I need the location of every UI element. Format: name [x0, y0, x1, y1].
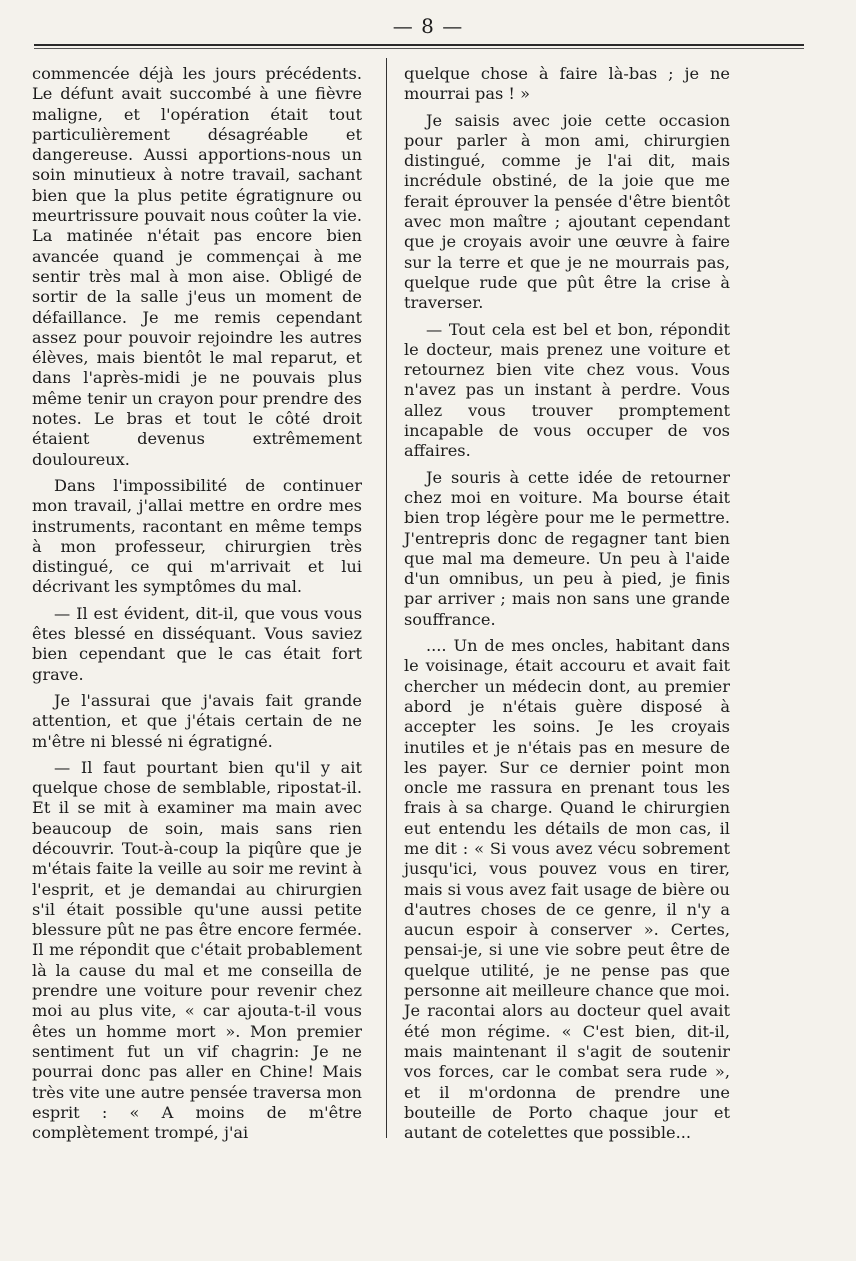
paragraph: .... Un de mes oncles, habitant dans le voisinage, était accouru et avait fait chercher un médecin dont, au premier abord je n'étais guère disposé à accepter les soins. Je les croyais inutiles et je n'étais pas en mesure de les payer. Sur ce dernier point mon oncle me rassura en prenant tous les frais à sa charge. Quand le chirurgien eut entendu les détails de mon cas, il me dit : « Si vous avez vécu sobrement jusqu'ici, vous pouvez vous en tirer, mais si vous avez fait usage de bière ou d'autres choses de ce genre, il n'y a aucun espoir à conserver ». Certes, pensai-je, si une vie sobre peut être de quelque utilité, je ne pense pas que personne ait meilleure chance que moi. Je racontai alors au docteur quel avait été mon régime. « C'est bien, dit-il, mais maintenant il s'agit de soutenir vos forces, car le combat sera rude », et il m'ordonna de prendre une bouteille de Porto chaque jour et autant de cotelettes que possible...	[404, 636, 730, 1143]
header-rule	[34, 44, 804, 46]
paragraph: Je l'assurai que j'avais fait grande attention, et que j'étais certain de ne m'être ni blessé ni égratigné.	[32, 690, 362, 751]
paragraph: Dans l'impossibilité de continuer mon travail, j'allai mettre en ordre mes instruments, racontant en même temps à mon professeur, chirurgien très distingué, ce qui m'arrivait et lui décrivant les symptômes du mal.	[32, 475, 362, 597]
left-column	[32, 64, 362, 1149]
column-divider	[386, 58, 387, 1138]
paragraph: Je saisis avec joie cette occasion pour parler à mon ami, chirurgien distingué, comme je l'ai dit, mais incrédule obstiné, de la joie que me ferait éprouver la pensée d'être bientôt avec mon maître ; ajoutant cependant que je croyais avoir une œuvre à faire sur la terre et que je ne mourrais pas, quelque rude que pût être la crise à traverser.	[404, 110, 730, 313]
paragraph: quelque chose à faire là-bas ; je ne mourrai pas ! »	[404, 64, 730, 104]
paragraph: — Tout cela est bel et bon, répondit le docteur, mais prenez une voiture et retournez bien vite chez vous. Vous n'avez pas un instant à perdre. Vous allez vous trouver promptement incapable de vous occuper de vos affaires.	[404, 319, 730, 461]
paragraph: — Il est évident, dit-il, que vous vous êtes blessé en disséquant. Vous saviez bien cependant que le cas était fort grave.	[32, 603, 362, 684]
page-number: — 8 —	[392, 14, 464, 38]
paragraph: commencée déjà les jours précédents. Le défunt avait succombé à une fièvre maligne, et l'opération était tout particulièrement désagréable et dangereuse. Aussi apportions-nous un soin minutieux à notre travail, sachant bien que la plus petite égratignure ou meurtrissure pouvait nous coûter la vie. La matinée n'était pas encore bien avancée quand je commençai à me sentir très mal à mon aise. Obligé de sortir de la salle j'eus un moment de défaillance. Je me remis cependant assez pour pouvoir rejoindre les autres élèves, mais bientôt le mal reparut, et dans l'après-midi je ne pouvais plus même tenir un crayon pour prendre des notes. Le bras et tout le côté droit étaient devenus extrêmement douloureux.	[32, 64, 362, 469]
paragraph: — Il faut pourtant bien qu'il y ait quelque chose de semblable, ripostat-il. Et il se mit à examiner ma main avec beaucoup de soin, mais sans rien découvrir. Tout-à-coup la piqûre que je m'étais faite la veille au soir me revint à l'esprit, et je demandai au chirurgien s'il était possible qu'une aussi petite blessure pût ne pas être encore fermée. Il me répondit que c'était probablement là la cause du mal et me conseilla de prendre une voiture pour revenir chez moi au plus vite, « car ajouta-t-il vous êtes un homme mort ». Mon premier sentiment fut un vif chagrin: Je ne pourrai donc pas aller en Chine! Mais très vite une autre pensée traversa mon esprit : « A moins de m'être complètement trompé, j'ai	[32, 757, 362, 1143]
paragraph: Je souris à cette idée de retourner chez moi en voiture. Ma bourse était bien trop légère pour me le permettre. J'entrepris donc de regagner tant bien que mal ma demeure. Un peu à l'aide d'un omnibus, un peu à pied, je finis par arriver ; mais non sans une grande souffrance.	[404, 467, 730, 629]
right-column	[404, 64, 730, 1149]
header-rule-thin	[34, 48, 804, 49]
